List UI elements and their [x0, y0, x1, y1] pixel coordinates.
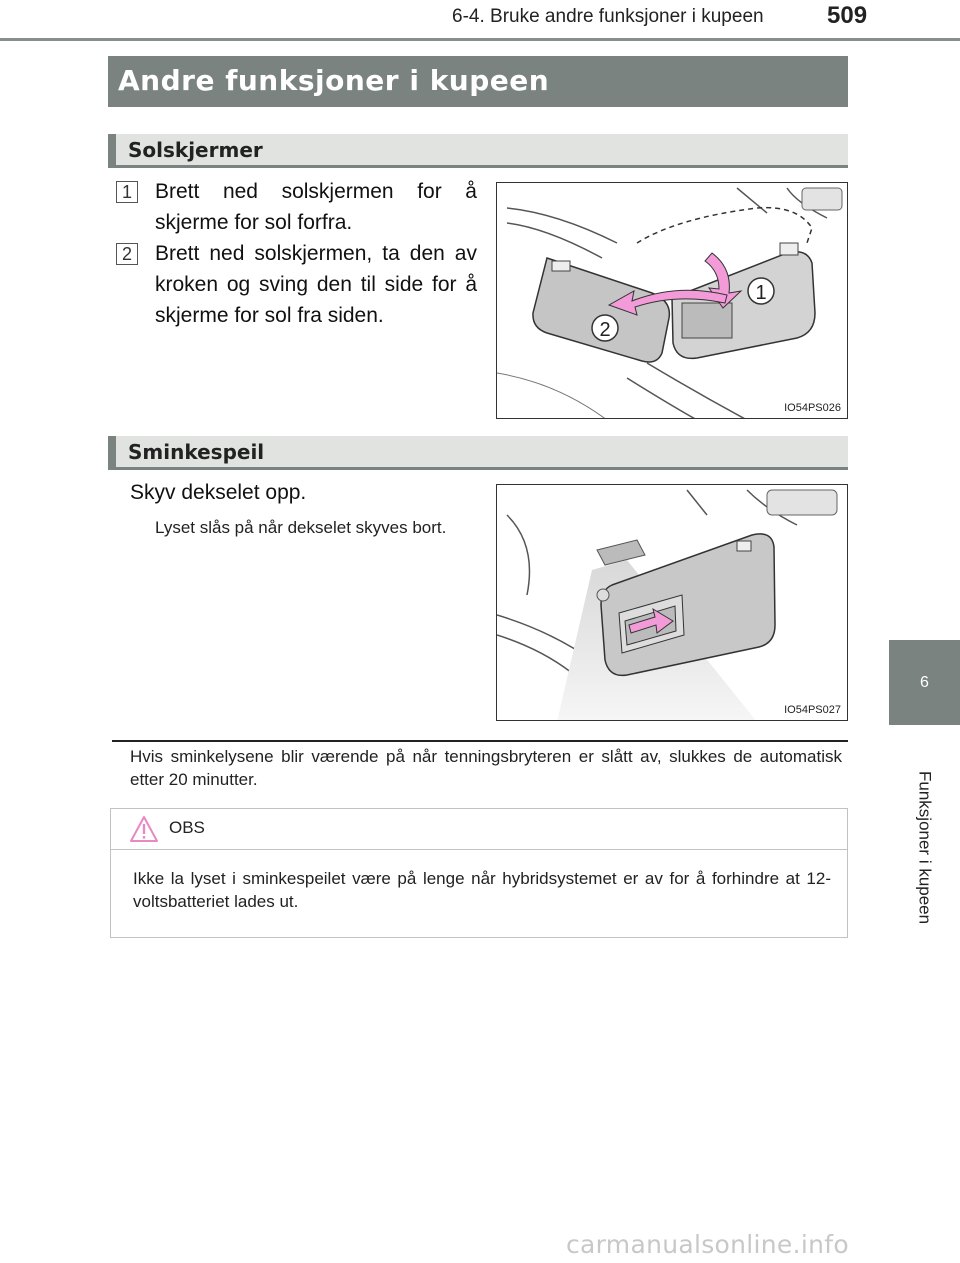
watermark: carmanualsonline.info	[566, 1230, 849, 1259]
callout-1: 1	[755, 282, 767, 304]
caution-label: OBS	[169, 818, 205, 837]
callout-2: 2	[599, 319, 611, 341]
sun-visor-illustration	[496, 182, 848, 419]
note-rule	[112, 740, 848, 742]
step-text-2: Brett ned solskjermen, ta den av kroken og sving den til side for å skjerme for sol fra siden.	[155, 242, 477, 327]
chapter-title-vertical	[889, 725, 960, 970]
figure-code: IO54PS026	[784, 402, 841, 414]
vanity-detail: Lyset slås på når dekselet skyves bort.	[155, 518, 447, 537]
section-heading-text: Sminkespeil	[128, 440, 265, 464]
page-number: 509	[827, 2, 868, 29]
page-title: Andre funksjoner i kupeen	[108, 56, 848, 107]
vanity-mirror-drawing	[497, 485, 848, 721]
section-heading-vanity-mirror	[108, 436, 848, 470]
chapter-title: Funksjoner i kupeen	[915, 770, 935, 925]
step-number-2: 2	[116, 243, 138, 265]
chapter-number: 6	[920, 673, 929, 691]
step-text-1: Brett ned solskjermen for å skjerme for sol forfra.	[155, 180, 477, 234]
heading-accent	[108, 436, 116, 467]
caution-text: Ikke la lyset i sminkespeilet være på lenge når hybridsystemet er av for å forhindre at 12-voltsbatteriet lades ut.	[133, 869, 831, 911]
sun-visor-drawing	[497, 183, 848, 419]
figure-code: IO54PS027	[784, 704, 841, 716]
chapter-tab	[889, 640, 960, 725]
note-text: Hvis sminkelysene blir værende på når tenningsbryteren er slått av, slukkes de automatisk etter 20 minutter.	[130, 747, 842, 789]
vanity-instruction: Skyv dekselet opp.	[130, 481, 307, 504]
heading-accent	[108, 134, 116, 165]
warning-triangle-icon	[129, 815, 159, 843]
caution-box	[110, 808, 848, 938]
step-number-1: 1	[116, 181, 138, 203]
header-rule	[0, 38, 960, 41]
section-heading-text: Solskjermer	[128, 138, 263, 162]
section-heading-sun-visors	[108, 134, 848, 168]
vanity-mirror-illustration	[496, 484, 848, 721]
running-header-section: 6-4. Bruke andre funksjoner i kupeen	[452, 6, 764, 27]
caution-header	[111, 809, 847, 850]
